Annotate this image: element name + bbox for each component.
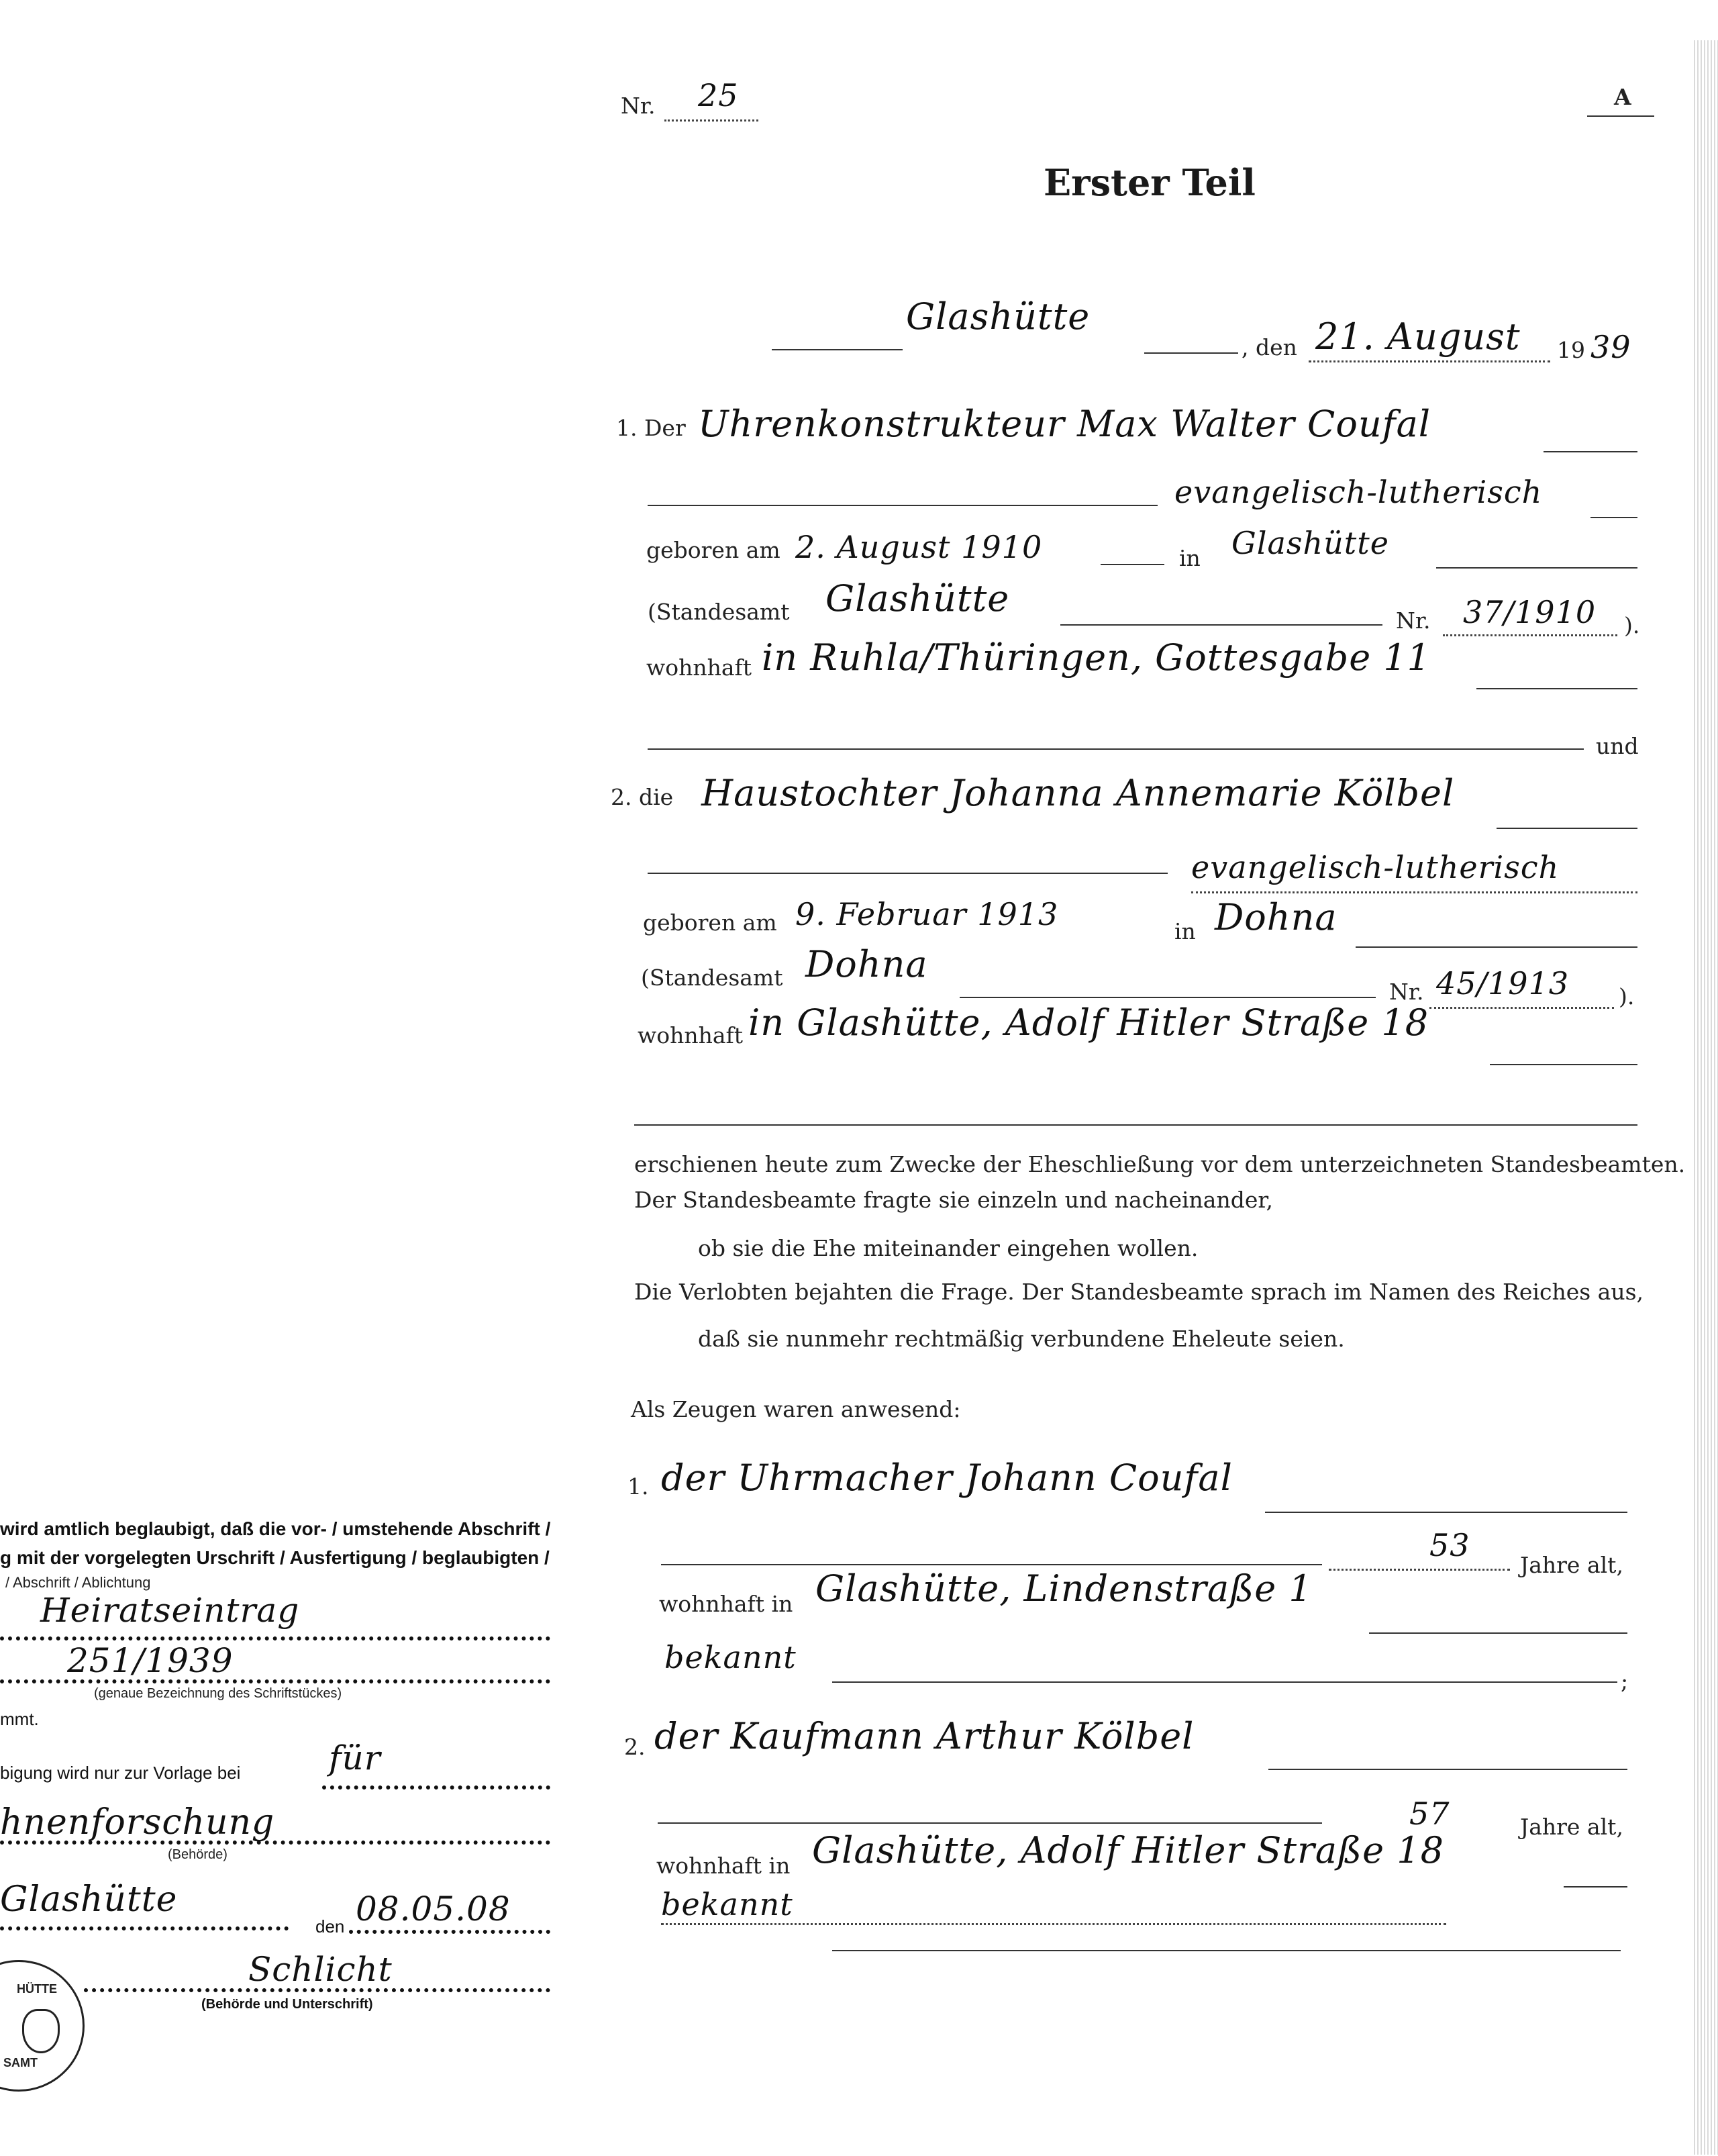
stamp-purpose-value-line bbox=[0, 1841, 550, 1845]
groom-residence: in Ruhla/Thüringen, Gottesgabe 11 bbox=[762, 636, 1431, 679]
groom-registry: Glashütte bbox=[825, 577, 1010, 620]
stamp-purpose-value: hnenforschung bbox=[0, 1802, 275, 1843]
witness1-number: 1. bbox=[627, 1473, 649, 1500]
witnesses-intro: Als Zeugen waren anwesend: bbox=[631, 1396, 961, 1422]
stamp-place-line bbox=[0, 1926, 289, 1930]
bride-born-label: geboren am bbox=[643, 910, 777, 936]
corner-underline bbox=[1587, 115, 1654, 117]
bride-residence-label: wohnhaft bbox=[638, 1022, 744, 1048]
stamp-line-1: wird amtlich beglaubigt, daß die vor- / umstehende Abschrift / bbox=[0, 1518, 551, 1539]
stamp-doc-number: 251/1939 bbox=[67, 1641, 234, 1680]
groom-number: 1. Der bbox=[616, 415, 686, 441]
den-label: , den bbox=[1242, 334, 1297, 360]
groom-residence-label: wohnhaft bbox=[646, 654, 752, 681]
official-seal bbox=[0, 1960, 85, 2092]
witness2-number: 2. bbox=[624, 1734, 646, 1760]
bride-religion: evangelisch-lutherisch bbox=[1191, 849, 1560, 885]
groom-occupation-name: Uhrenkonstrukteur Max Walter Coufal bbox=[698, 403, 1431, 445]
date-line bbox=[1309, 360, 1550, 362]
bride-line-2 bbox=[648, 873, 1168, 874]
bride-residence-line bbox=[1490, 1064, 1637, 1065]
bride-reg-close: ). bbox=[1619, 983, 1635, 1010]
seal-top-text: HÜTTE bbox=[17, 1982, 57, 1996]
seal-bottom-text: SAMT bbox=[3, 2056, 38, 2069]
groom-born-place: Glashütte bbox=[1231, 525, 1389, 561]
witness2-line-2 bbox=[658, 1822, 1322, 1824]
stamp-line-3: / Abschrift / Ablichtung bbox=[5, 1574, 151, 1591]
groom-reg-nr: 37/1910 bbox=[1463, 594, 1597, 630]
stamp-signature-line bbox=[84, 1988, 550, 1992]
stamp-den-label: den bbox=[315, 1916, 345, 1937]
book-binding-edge bbox=[1694, 40, 1718, 2155]
place-trailing-line bbox=[1144, 352, 1238, 354]
groom-reg-nr-label: Nr. bbox=[1396, 607, 1431, 634]
witness1-residence-line bbox=[1369, 1632, 1627, 1634]
bride-registry-label: (Standesamt bbox=[641, 965, 783, 991]
stamp-line-mmt: mmt. bbox=[0, 1709, 39, 1729]
ceremony-line-5: daß sie nunmehr rechtmäßig verbundene Eheleute seien. bbox=[698, 1326, 1345, 1352]
witness2-known: bekannt bbox=[661, 1886, 793, 1922]
bride-registry-line bbox=[960, 997, 1376, 998]
bride-religion-line bbox=[1191, 891, 1637, 893]
groom-name-line bbox=[1544, 451, 1637, 452]
bride-occupation-name: Haustochter Johanna Annemarie Kölbel bbox=[701, 772, 1455, 814]
eagle-emblem-icon bbox=[22, 2009, 60, 2053]
groom-reg-close: ). bbox=[1624, 612, 1640, 638]
witness1-name-line bbox=[1265, 1512, 1627, 1513]
stamp-date: 08.05.08 bbox=[356, 1890, 511, 1928]
and-label: und bbox=[1596, 733, 1639, 759]
stamp-line-purpose: bigung wird nur zur Vorlage bei bbox=[0, 1763, 241, 1783]
place-handwritten: Glashütte bbox=[906, 295, 1091, 338]
groom-born-date: 2. August 1910 bbox=[795, 529, 1043, 565]
bride-born-place: Dohna bbox=[1215, 896, 1337, 938]
stamp-line-2: g mit der vorgelegten Urschrift / Ausfertigung / beglaubigten / bbox=[0, 1547, 550, 1568]
groom-line-2 bbox=[648, 505, 1158, 506]
witness1-known-line bbox=[832, 1681, 1617, 1683]
ceremony-line-3: ob sie die Ehe miteinander eingehen wollen. bbox=[698, 1235, 1199, 1261]
witness1-residence-label: wohnhaft in bbox=[659, 1591, 793, 1617]
witness2-residence-line bbox=[1564, 1886, 1627, 1888]
groom-registry-label: (Standesamt bbox=[648, 599, 790, 625]
entry-number-label: Nr. bbox=[621, 93, 656, 119]
part-title: Erster Teil bbox=[1044, 161, 1256, 204]
bride-born-date: 9. Februar 1913 bbox=[795, 896, 1059, 932]
stamp-doc-caption: (genaue Bezeichnung des Schriftstückes) bbox=[94, 1686, 342, 1701]
witness1-end: ; bbox=[1621, 1668, 1629, 1694]
witness2-age: 57 bbox=[1409, 1796, 1450, 1832]
ceremony-line-2: Der Standesbeamte fragte sie einzeln und nacheinander, bbox=[634, 1187, 1274, 1213]
stamp-doc-number-line bbox=[0, 1679, 550, 1683]
year-suffix: 39 bbox=[1590, 329, 1631, 365]
groom-religion: evangelisch-lutherisch bbox=[1174, 474, 1543, 510]
entry-number-line bbox=[664, 119, 758, 121]
stamp-doc-name: Heiratseintrag bbox=[40, 1591, 300, 1630]
bride-number: 2. die bbox=[611, 784, 674, 810]
bride-born-place-line bbox=[1356, 946, 1637, 948]
ceremony-line-4: Die Verlobten bejahten die Frage. Der Standesbeamte sprach im Namen des Reiches aus, bbox=[634, 1279, 1644, 1305]
groom-in-label: in bbox=[1179, 545, 1201, 571]
witness2-age-label: Jahre alt, bbox=[1520, 1814, 1623, 1840]
stamp-authority-caption: (Behörde) bbox=[168, 1847, 228, 1862]
witness2-name-line bbox=[1268, 1769, 1627, 1770]
witness2-final-line bbox=[832, 1950, 1621, 1951]
entry-number: 25 bbox=[698, 77, 739, 113]
bride-in-label: in bbox=[1174, 918, 1196, 944]
witness1-line-2 bbox=[661, 1564, 1322, 1565]
year-prefix: 19 bbox=[1557, 337, 1585, 363]
bride-reg-nr: 45/1913 bbox=[1436, 965, 1570, 1001]
stamp-date-line bbox=[349, 1930, 550, 1934]
bride-reg-nr-line bbox=[1429, 1007, 1614, 1009]
bride-reg-nr-label: Nr. bbox=[1389, 979, 1424, 1005]
ceremony-line-1: erschienen heute zum Zwecke der Eheschließung vor dem unterzeichneten Standesbeamten. bbox=[634, 1151, 1686, 1177]
witness1-age-line bbox=[1329, 1569, 1510, 1571]
stamp-signature-caption: (Behörde und Unterschrift) bbox=[201, 1997, 373, 2012]
groom-residence-line-2 bbox=[648, 748, 1584, 750]
witness1-known: bekannt bbox=[664, 1639, 797, 1675]
witness1-name: der Uhrmacher Johann Coufal bbox=[661, 1457, 1233, 1499]
stamp-place: Glashütte bbox=[0, 1879, 178, 1920]
bride-registry: Dohna bbox=[805, 943, 928, 985]
stamp-signature: Schlicht bbox=[248, 1950, 393, 1989]
witness2-known-line bbox=[661, 1923, 1446, 1925]
place-leading-line bbox=[772, 349, 903, 350]
witness1-residence: Glashütte, Lindenstraße 1 bbox=[815, 1567, 1313, 1610]
stamp-doc-name-line bbox=[0, 1636, 550, 1640]
witness1-age: 53 bbox=[1429, 1527, 1470, 1563]
date-handwritten: 21. August bbox=[1315, 315, 1521, 358]
stamp-purpose-handwritten: für bbox=[329, 1738, 381, 1777]
bride-residence-line-2 bbox=[634, 1124, 1637, 1126]
groom-born-label: geboren am bbox=[646, 537, 780, 563]
groom-registry-line bbox=[1060, 624, 1382, 626]
bride-name-line bbox=[1497, 828, 1637, 829]
groom-residence-line bbox=[1476, 688, 1637, 689]
witness2-residence: Glashütte, Adolf Hitler Straße 18 bbox=[812, 1829, 1444, 1871]
groom-reg-nr-line bbox=[1443, 634, 1617, 636]
groom-born-date-line bbox=[1101, 564, 1164, 565]
witness2-name: der Kaufmann Arthur Kölbel bbox=[654, 1715, 1195, 1757]
witness2-residence-label: wohnhaft in bbox=[656, 1853, 791, 1879]
groom-born-place-line bbox=[1436, 567, 1637, 569]
stamp-purpose-line bbox=[322, 1785, 550, 1790]
bride-residence: in Glashütte, Adolf Hitler Straße 18 bbox=[748, 1001, 1429, 1044]
witness1-age-label: Jahre alt, bbox=[1520, 1552, 1623, 1578]
corner-letter: A bbox=[1614, 84, 1631, 110]
groom-religion-line bbox=[1590, 517, 1637, 518]
